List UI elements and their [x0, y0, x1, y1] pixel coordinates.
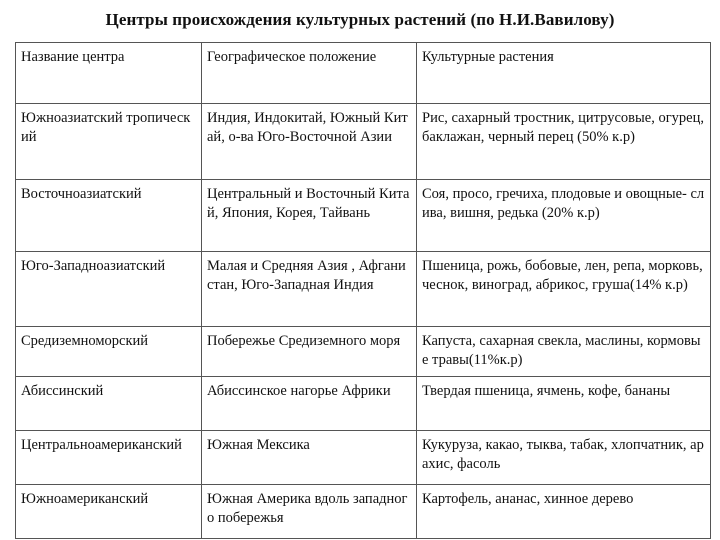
page-title: Центры происхождения культурных растений (по Н.И.Вавилову): [105, 10, 615, 29]
table-row: [16, 104, 711, 180]
cell-plants: Твердая пшеница, ячмень, кофе, бананы: [417, 377, 711, 431]
table-header-row: [16, 43, 711, 104]
table-row: [16, 431, 711, 485]
cell-location: Побережье Средиземного моря: [202, 327, 417, 377]
table-row: [16, 327, 711, 377]
cell-location: Малая и Средняя Азия , Афганистан, Юго-Западная Индия: [202, 252, 417, 327]
header-cell-location: Географическое положение: [202, 43, 417, 104]
cell-location: Абиссинское нагорье Африки: [202, 377, 417, 431]
centers-table: [15, 42, 711, 539]
cell-plants: Кукуруза, какао, тыква, табак, хлопчатник, арахис, фасоль: [417, 431, 711, 485]
cell-plants: Пшеница, рожь, бобовые, лен, репа, морковь, чеснок, виноград, абрикос, груша(14% к.р): [417, 252, 711, 327]
table-row: [16, 252, 711, 327]
cell-center-name: Южноамериканский: [16, 485, 202, 539]
cell-location: Южная Америка вдоль западного побережья: [202, 485, 417, 539]
cell-center-name: Восточноазиатский: [16, 180, 202, 252]
header-cell-plants: Культурные растения: [417, 43, 711, 104]
cell-center-name: Абиссинский: [16, 377, 202, 431]
cell-plants: Соя, просо, гречиха, плодовые и овощные- слива, вишня, редька (20% к.р): [417, 180, 711, 252]
header-cell-center-name: Название центра: [16, 43, 202, 104]
cell-location: Центральный и Восточный Китай, Япония, Корея, Тайвань: [202, 180, 417, 252]
table-row: [16, 377, 711, 431]
cell-location: Южная Мексика: [202, 431, 417, 485]
cell-center-name: Центральноамериканский: [16, 431, 202, 485]
cell-plants: Капуста, сахарная свекла, маслины, кормовые травы(11%к.р): [417, 327, 711, 377]
table-row: [16, 180, 711, 252]
cell-plants: Рис, сахарный тростник, цитрусовые, огурец, баклажан, черный перец (50% к.р): [417, 104, 711, 180]
cell-plants: Картофель, ананас, хинное дерево: [417, 485, 711, 539]
cell-center-name: Юго-Западноазиатский: [16, 252, 202, 327]
cell-center-name: Южноазиатский тропический: [16, 104, 202, 180]
cell-location: Индия, Индокитай, Южный Китай, о-ва Юго-Восточной Азии: [202, 104, 417, 180]
cell-center-name: Средиземноморский: [16, 327, 202, 377]
table-row: [16, 485, 711, 539]
